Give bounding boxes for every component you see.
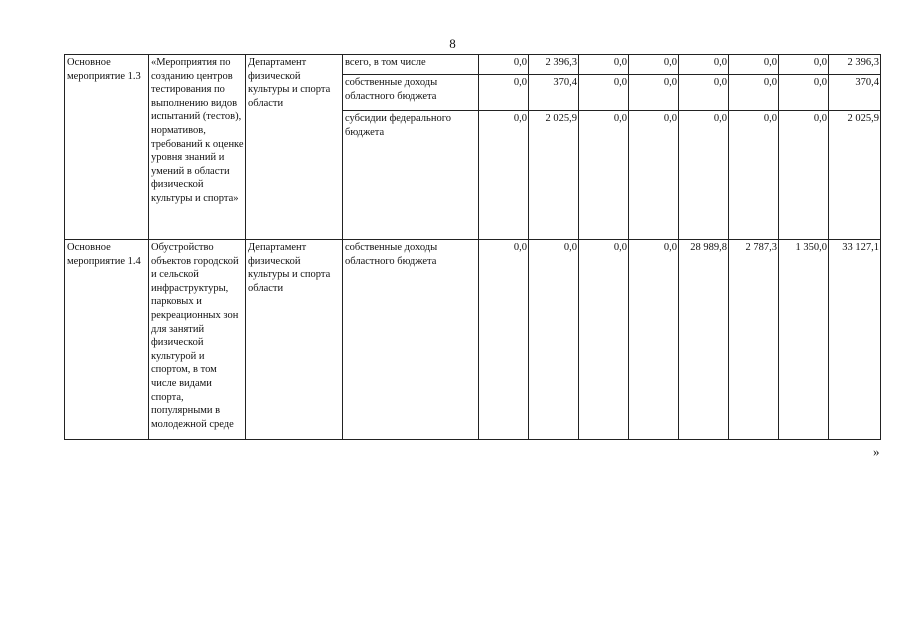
value-cell: 0,0 <box>629 240 679 440</box>
value-cell: 0,0 <box>529 240 579 440</box>
value-cell: 0,0 <box>729 111 779 240</box>
event-number-cell: Основное мероприятие 1.4 <box>65 240 149 440</box>
value-cell: 0,0 <box>729 55 779 75</box>
value-cell: 0,0 <box>779 75 829 111</box>
value-cell: 2 025,9 <box>829 111 881 240</box>
value-cell: 0,0 <box>579 111 629 240</box>
value-cell: 2 396,3 <box>529 55 579 75</box>
value-cell: 28 989,8 <box>679 240 729 440</box>
value-cell: 370,4 <box>529 75 579 111</box>
value-cell: 370,4 <box>829 75 881 111</box>
value-cell: 0,0 <box>729 75 779 111</box>
value-cell: 0,0 <box>579 55 629 75</box>
value-cell: 33 127,1 <box>829 240 881 440</box>
value-cell: 0,0 <box>629 55 679 75</box>
value-cell: 0,0 <box>779 55 829 75</box>
table-row <box>65 55 881 75</box>
value-cell: 0,0 <box>479 75 529 111</box>
value-cell: 0,0 <box>679 111 729 240</box>
value-cell: 2 396,3 <box>829 55 881 75</box>
value-cell: 1 350,0 <box>779 240 829 440</box>
funding-source-cell: всего, в том числе <box>343 55 479 75</box>
value-cell: 2 025,9 <box>529 111 579 240</box>
value-cell: 2 787,3 <box>729 240 779 440</box>
event-name-cell: Обустройство объектов городской и сельской инфраструктуры, парковых и рекреационных зон для занятий физической культурой и спортом, в том числе видами спорта, популярными в молодежной среде <box>149 240 246 440</box>
executor-cell: Департамент физической культуры и спорта области <box>246 240 343 440</box>
value-cell: 0,0 <box>479 240 529 440</box>
page-number: 8 <box>449 36 456 51</box>
table-row <box>65 240 881 440</box>
funding-source-cell: субсидии федерального бюджета <box>343 111 479 240</box>
value-cell: 0,0 <box>629 75 679 111</box>
value-cell: 0,0 <box>479 111 529 240</box>
value-cell: 0,0 <box>629 111 679 240</box>
value-cell: 0,0 <box>579 240 629 440</box>
value-cell: 0,0 <box>479 55 529 75</box>
funding-source-cell: собственные доходы областного бюджета <box>343 75 479 111</box>
event-number-cell: Основное мероприятие 1.3 <box>65 55 149 240</box>
closing-quote-mark: » <box>873 444 880 459</box>
event-name-cell: «Мероприятия по созданию центров тестирования по выполнению видов испытаний (тестов), нормативов, требований к оценке уровня знаний и умений в области физической культуры и спорта» <box>149 55 246 240</box>
value-cell: 0,0 <box>579 75 629 111</box>
value-cell: 0,0 <box>679 55 729 75</box>
executor-cell: Департамент физической культуры и спорта области <box>246 55 343 240</box>
budget-table <box>64 54 881 440</box>
value-cell: 0,0 <box>779 111 829 240</box>
funding-source-cell: собственные доходы областного бюджета <box>343 240 479 440</box>
value-cell: 0,0 <box>679 75 729 111</box>
